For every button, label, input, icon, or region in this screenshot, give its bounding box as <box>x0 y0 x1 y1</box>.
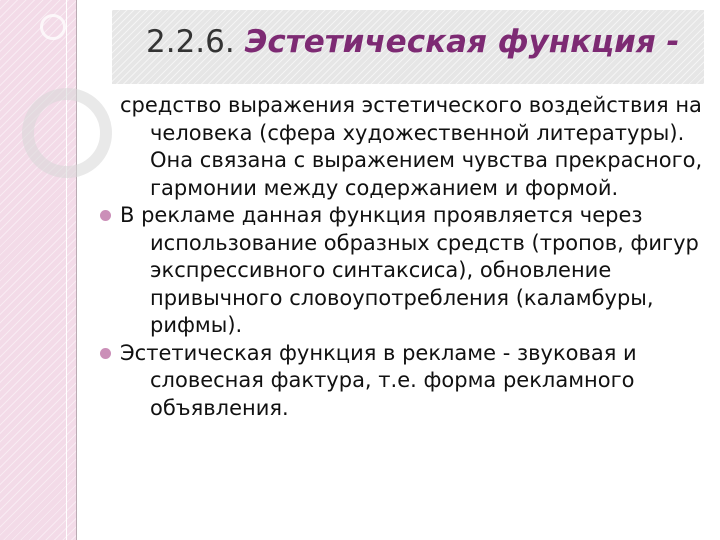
decorative-small-ring <box>40 14 66 40</box>
paragraph-text: Эстетическая функция в рекламе - звуковая и словесная фактура, т.е. форма рекламного объявления. <box>120 340 637 420</box>
paragraph-intro <box>120 92 710 202</box>
bullet-dot-icon <box>100 210 111 221</box>
slide-title <box>146 24 679 60</box>
slide-body <box>120 92 710 422</box>
paragraph-text: средство выражения эстетического воздействия на человека (сфера художественной литературы). Она связана с выражением чувства прекрасного, гармонии между содержанием и формой. <box>120 93 703 200</box>
title-number: 2.2.6. <box>146 24 235 60</box>
bullet-item-aesthetic <box>120 340 710 423</box>
bullet-dot-icon <box>100 348 111 359</box>
side-divider-line <box>66 0 67 540</box>
bullet-item-advertising <box>120 202 710 340</box>
paragraph-text: В рекламе данная функция проявляется через использование образных средств (тропов, фигур экспрессивного синтаксиса), обновление привычного словоупотребления (каламбуры, рифмы). <box>120 203 699 337</box>
decorative-ring <box>22 88 112 178</box>
title-emphasis: Эстетическая функция - <box>244 24 680 60</box>
